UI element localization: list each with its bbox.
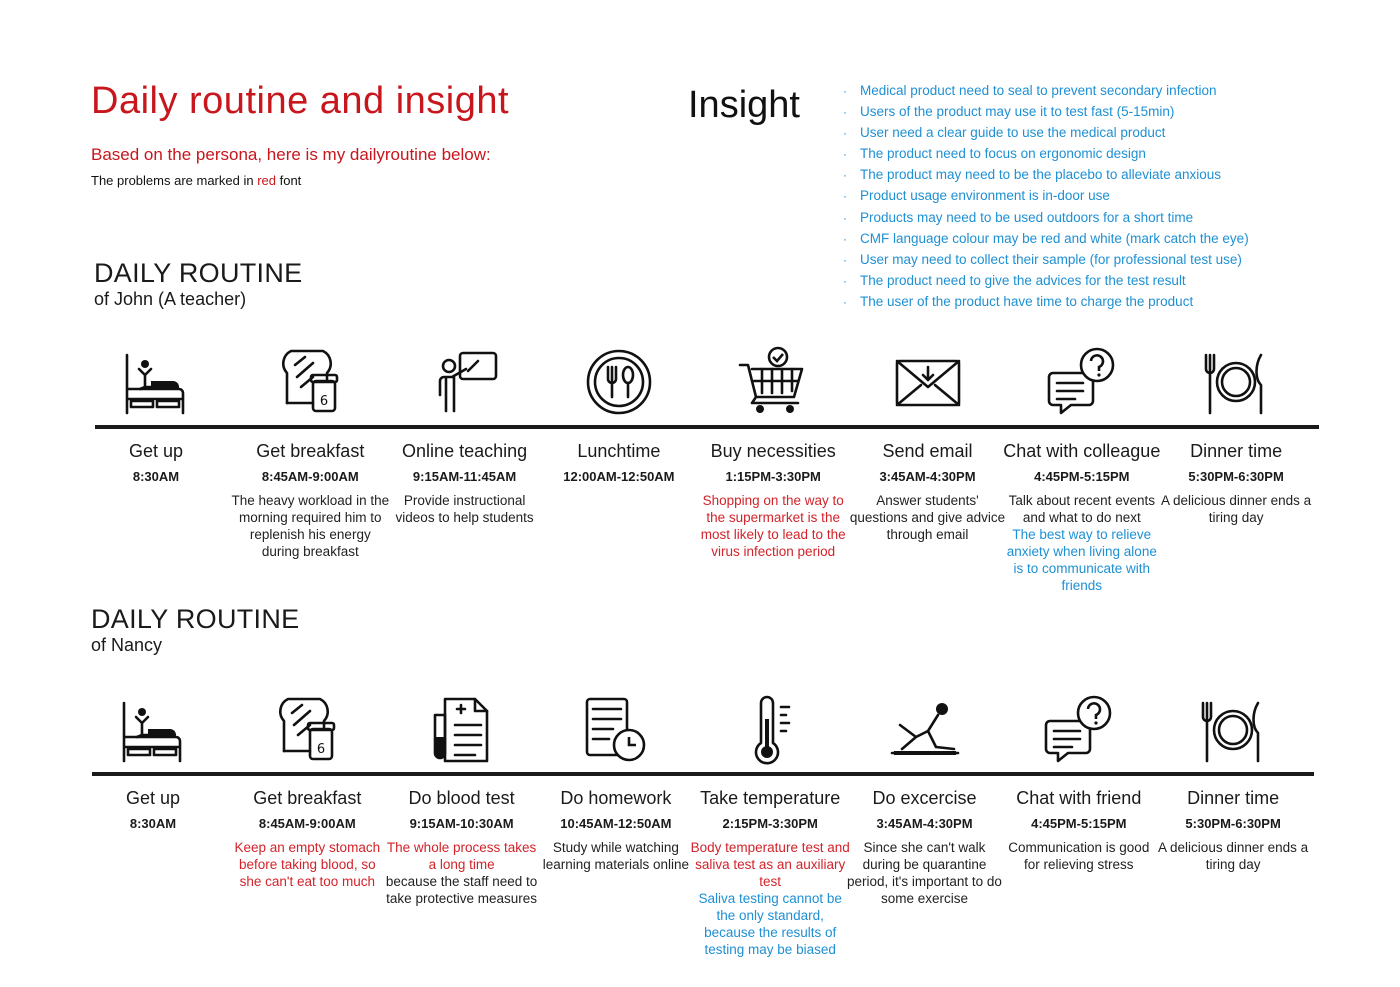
note-prefix: The problems are marked in: [91, 173, 258, 188]
description-black: because the staff need to take protective measures: [385, 874, 538, 906]
homework-clock-icon: [581, 695, 651, 765]
event-time: 3:45AM-4:30PM: [879, 469, 976, 484]
routine-subheading: of John (A teacher): [94, 289, 247, 309]
routine-event: [1002, 441, 1162, 594]
page-title: Daily routine and insight: [91, 80, 510, 122]
event-description: [848, 492, 1008, 543]
chat-question-icon: [1047, 347, 1117, 417]
insight-item: · The product may need to be the placebo to alleviate anxious: [843, 167, 1221, 183]
routine-event: [848, 441, 1008, 543]
event-title: Dinner time: [1190, 441, 1283, 461]
routine-event: [382, 788, 542, 907]
insight-title: Insight: [688, 84, 800, 126]
description-black: Since she can't walk during be quarantine period, it's important to do some exercise: [847, 840, 1002, 906]
svg-text:6: 6: [320, 394, 329, 409]
event-time: 5:30PM-6:30PM: [1188, 469, 1284, 484]
event-description: [999, 839, 1159, 873]
event-title: Get breakfast: [253, 788, 362, 808]
wake-up-bed-icon: [121, 347, 191, 417]
event-time: 2:15PM-3:30PM: [722, 816, 818, 831]
problems-note: [91, 173, 301, 188]
routine-event: [693, 441, 853, 560]
description-black: Study while watching learning materials online: [542, 840, 690, 872]
chat-question-icon: [1044, 695, 1114, 765]
routine-event: [227, 788, 387, 890]
description-red: The whole process takes a long time: [386, 840, 537, 872]
description-red: Keep an empty stomach before taking blood, so she can't eat too much: [234, 840, 381, 889]
description-blue: The best way to relieve anxiety when living alone is to communicate with friends: [1006, 527, 1157, 593]
description-black: Answer students' questions and give advice through email: [849, 493, 1006, 542]
event-description: [230, 492, 390, 560]
toast-jam-icon: [275, 347, 345, 417]
event-time: 9:15AM-11:45AM: [412, 469, 517, 484]
insight-item: · CMF language colour may be red and white (mark catch the eye): [843, 230, 1249, 246]
event-title: Buy necessities: [710, 441, 836, 461]
event-time: 8:30AM: [129, 816, 177, 831]
event-title: Do blood test: [408, 788, 515, 808]
routine-event: [73, 788, 233, 831]
routine-event: [1156, 441, 1316, 526]
event-description: [385, 492, 545, 526]
routine-event: [1153, 788, 1313, 873]
description-black: A delicious dinner ends a tiring day: [1161, 493, 1312, 525]
routine-event: [690, 788, 850, 958]
routine-subheading: of Nancy: [91, 635, 163, 655]
teacher-board-icon: [430, 347, 500, 417]
event-description: [693, 492, 853, 560]
svg-text:6: 6: [317, 742, 326, 757]
insight-item: · Medical product need to seal to prevent secondary infection: [843, 83, 1217, 98]
event-title: Get up: [128, 441, 184, 461]
event-description: [1153, 839, 1313, 873]
event-time: 4:45PM-5:15PM: [1031, 816, 1127, 831]
insight-item: · Users of the product may use it to test fast (5-15min): [843, 104, 1175, 120]
email-envelope-icon: [893, 347, 963, 417]
insight-item: · User need a clear guide to use the medical product: [843, 125, 1166, 141]
event-description: [690, 839, 850, 958]
routine-event: [539, 441, 699, 484]
event-title: Online teaching: [402, 441, 528, 461]
blood-test-report-icon: [427, 695, 497, 765]
routine-event: [536, 788, 696, 873]
nancy-routine-heading: [91, 604, 299, 656]
event-description: [845, 839, 1005, 907]
event-title: Lunchtime: [577, 441, 661, 461]
plate-fork-spoon-icon: [584, 347, 654, 417]
note-suffix: font: [275, 173, 302, 188]
toast-jam-icon: [272, 695, 342, 765]
event-time: 5:30PM-6:30PM: [1185, 816, 1281, 831]
event-time: 9:15AM-10:30AM: [409, 816, 514, 831]
event-description: [1156, 492, 1316, 526]
description-red: Shopping on the way to the supermarket is the most likely to lead to the virus infection period: [700, 493, 846, 559]
event-description: [1002, 492, 1162, 594]
insight-item: · The product need to give the advices for the test result: [843, 272, 1186, 288]
routine-event: [76, 441, 236, 484]
event-title: Do excercise: [872, 788, 977, 808]
wake-up-bed-icon: [118, 695, 188, 765]
event-title: Dinner time: [1187, 788, 1280, 808]
dinner-plate-icon: [1198, 695, 1268, 765]
description-black: The heavy workload in the morning required him to replenish his energy during breakfast: [231, 493, 390, 559]
event-description: [227, 839, 387, 890]
description-red: Body temperature test and saliva test as an auxiliary test: [690, 840, 850, 889]
routine-event: [999, 788, 1159, 873]
dinner-plate-icon: [1201, 347, 1271, 417]
routine-event: [385, 441, 545, 526]
event-time: 10:45AM-12:50AM: [560, 816, 672, 831]
event-time: 8:45AM-9:00AM: [258, 816, 356, 831]
exercise-yoga-icon: [890, 695, 960, 765]
event-title: Chat with friend: [1016, 788, 1142, 808]
insight-item: · User may need to collect their sample (for professional test use): [843, 251, 1242, 267]
description-black: Communication is good for relieving stress: [1008, 840, 1150, 872]
routine-heading: DAILY ROUTINE: [94, 258, 303, 288]
event-title: Get up: [125, 788, 181, 808]
insight-item: · Product usage environment is in-door use: [843, 188, 1110, 204]
routine-event: [230, 441, 390, 560]
thermometer-icon: [735, 695, 805, 765]
event-time: 8:45AM-9:00AM: [261, 469, 359, 484]
description-black: Provide instructional videos to help students: [395, 493, 534, 525]
page-subtitle: Based on the persona, here is my dailyroutine below:: [91, 145, 491, 164]
john-routine-heading: [94, 258, 302, 310]
description-blue: Saliva testing cannot be the only standard, because the results of testing may be biased: [698, 891, 842, 957]
john-timeline-bar: [95, 425, 1319, 429]
routine-heading: DAILY ROUTINE: [91, 604, 300, 634]
insight-item: · The product need to focus on ergonomic design: [843, 146, 1146, 162]
event-title: Do homework: [560, 788, 672, 808]
routine-event: [845, 788, 1005, 907]
insight-item: · The user of the product have time to charge the product: [843, 293, 1194, 309]
description-black: A delicious dinner ends a tiring day: [1158, 840, 1309, 872]
event-time: 3:45AM-4:30PM: [876, 816, 973, 831]
event-time: 12:00AM-12:50AM: [563, 469, 675, 484]
event-time: 4:45PM-5:15PM: [1034, 469, 1130, 484]
event-time: 8:30AM: [132, 469, 180, 484]
event-description: [536, 839, 696, 873]
event-title: Get breakfast: [256, 441, 365, 461]
event-description: [382, 839, 542, 907]
description-black: Talk about recent events and what to do next: [1008, 493, 1155, 525]
event-time: 1:15PM-3:30PM: [725, 469, 821, 484]
insight-item: · Products may need to be used outdoors for a short time: [843, 209, 1194, 225]
event-title: Take temperature: [700, 788, 841, 808]
insight-list: [843, 80, 1249, 312]
shopping-cart-icon: [738, 347, 808, 417]
nancy-timeline-bar: [92, 772, 1314, 776]
event-title: Send email: [882, 441, 973, 461]
event-title: Chat with colleague: [1003, 441, 1161, 461]
note-red-word: red: [257, 173, 276, 188]
